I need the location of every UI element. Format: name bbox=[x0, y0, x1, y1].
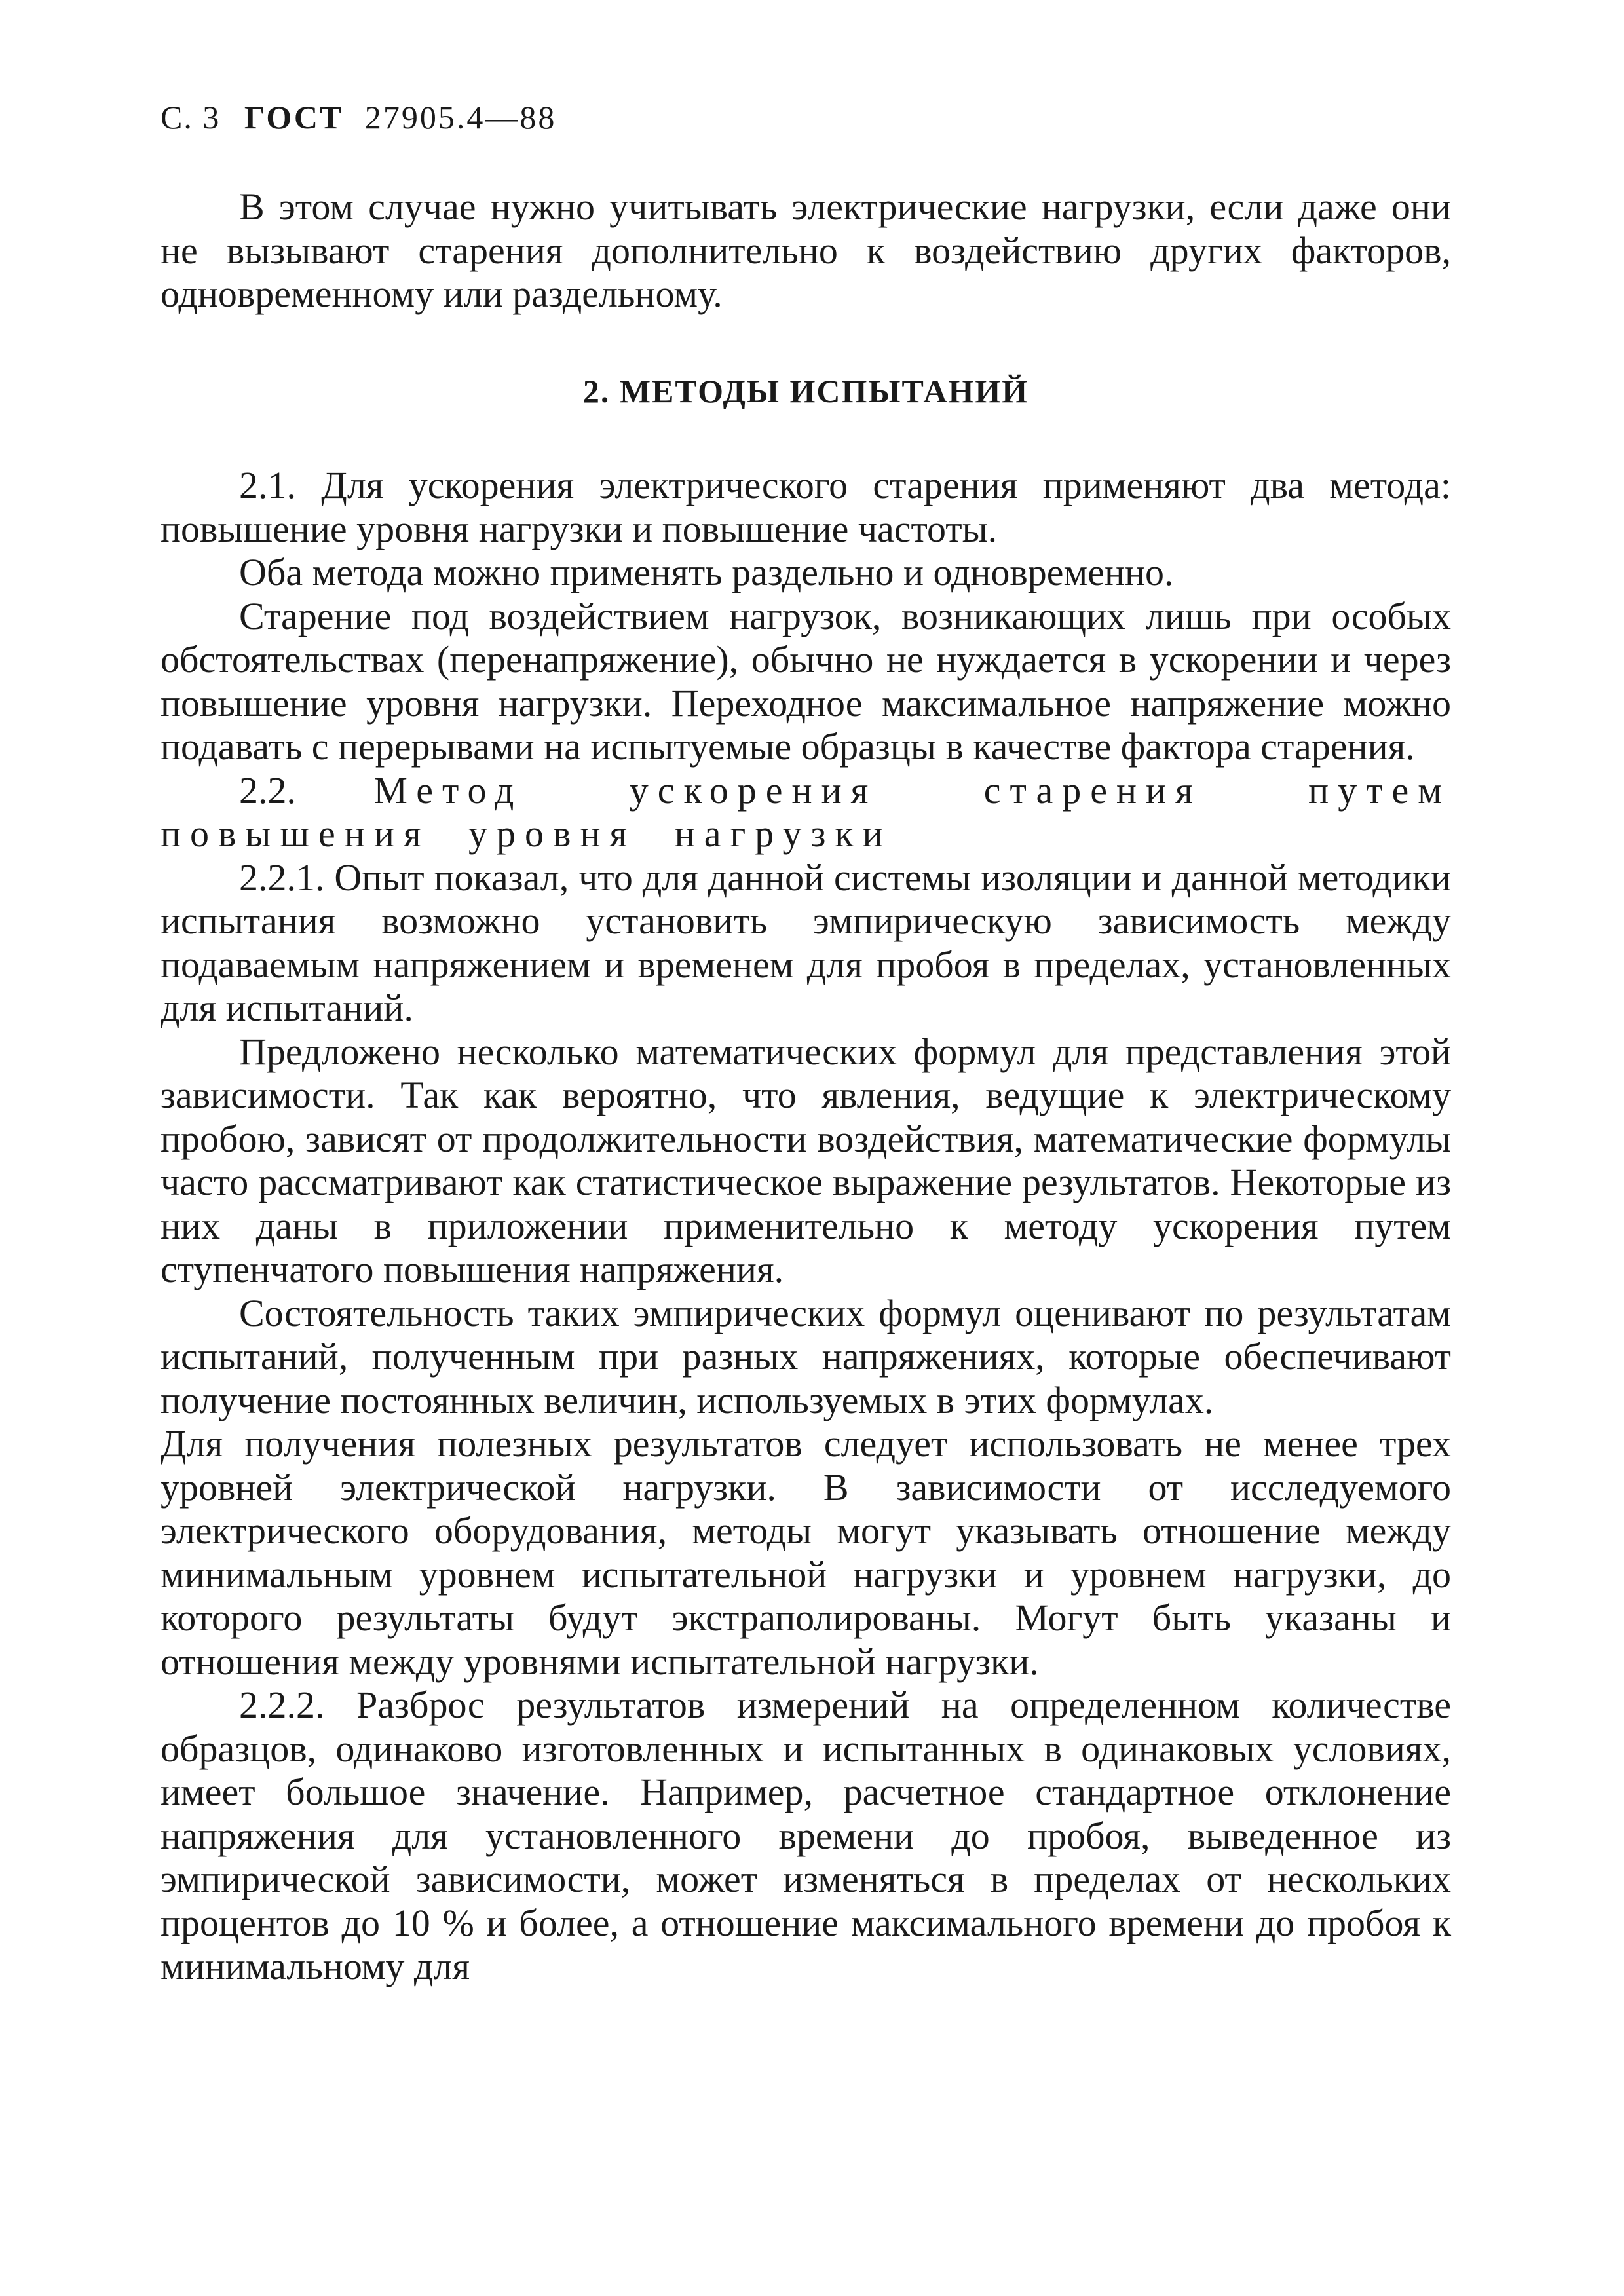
page-header bbox=[161, 98, 556, 136]
paragraph-consistency: Состоятельность таких эмпирических формул оценивают по результатам испытаний, полученным при разных напряжениях, которые обеспечивают получение постоянных величин, используемых в этих формулах. bbox=[161, 1291, 1451, 1421]
paragraph-2-1: 2.1. Для ускорения электрического старения применяют два метода: повышение уровня нагрузки и повышение частоты. bbox=[161, 464, 1451, 550]
paragraph-2-2-1: 2.2.1. Опыт показал, что для данной системы изоляции и данной методики испытания возможно установить эмпирическую зависимость между подаваемым напряжением и временем для пробоя в пределах, установленных для испытаний. bbox=[161, 856, 1451, 1029]
section-body bbox=[161, 464, 1451, 1989]
subheading-2-2 bbox=[161, 769, 1451, 856]
paragraph-2-2-2: 2.2.2. Разброс результатов измерений на определенном количестве образцов, одинаково изготовленных и испытанных в одинаковых условиях, имеет большое значение. Например, расчетное стандартное отклонение напряжения для установленного времени до пробоя, выведенное из эмпирической зависимости, может изменяться в пределах от нескольких процентов до 10 % и более, а отношение максимального времени до пробоя к минимальному для bbox=[161, 1684, 1451, 1987]
section-title: 2. МЕТОДЫ ИСПЫТАНИЙ bbox=[582, 373, 1029, 409]
paragraph-formulas: Предложено несколько математических формул для представления этой зависимости. Так как вероятно, что явления, ведущие к электрическому пробою, зависят от продолжительности воздействия, математические формулы часто рассматривают как статистическое выражение результатов. Некоторые из них даны в приложении применительно к методу ускорения путем ступенчатого повышения напряжения. bbox=[161, 1030, 1451, 1290]
intro-block bbox=[161, 185, 1451, 316]
paragraph-aging: Старение под воздействием нагрузок, возникающих лишь при особых обстоятельствах (перенапряжение), обычно не нуждается в ускорении и через повышение уровня нагрузки. Переходное максимальное напряжение можно подавать с перерывами на испытуемые образцы в качестве фактора старения. bbox=[161, 594, 1451, 768]
page-number: С. 3 bbox=[161, 99, 221, 136]
paragraph-both-methods: Оба метода можно применять раздельно и одновременно. bbox=[239, 551, 1174, 593]
subheading-2-2-text: Метод ускорения старения путем повышения уровня нагрузки bbox=[161, 768, 1451, 855]
subheading-2-2-number: 2.2. bbox=[239, 768, 296, 812]
intro-paragraph: В этом случае нужно учитывать электрические нагрузки, если даже они не вызывают старения дополнительно к воздействию других факторов, одновременному или раздельному. bbox=[161, 185, 1451, 315]
standard-code: ГОСТ bbox=[244, 99, 344, 136]
standard-number: 27905.4—88 bbox=[364, 99, 557, 136]
paragraph-useful-results: Для получения полезных результатов следует использовать не менее трех уровней электрической нагрузки. В зависимости от исследуемого электрического оборудования, методы могут указывать отношение между минимальным уровнем испытательной нагрузки и уровнем нагрузки, до которого результаты будут экстраполированы. Могут быть указаны и отношения между уровнями испытательной нагрузки. bbox=[161, 1422, 1451, 1683]
